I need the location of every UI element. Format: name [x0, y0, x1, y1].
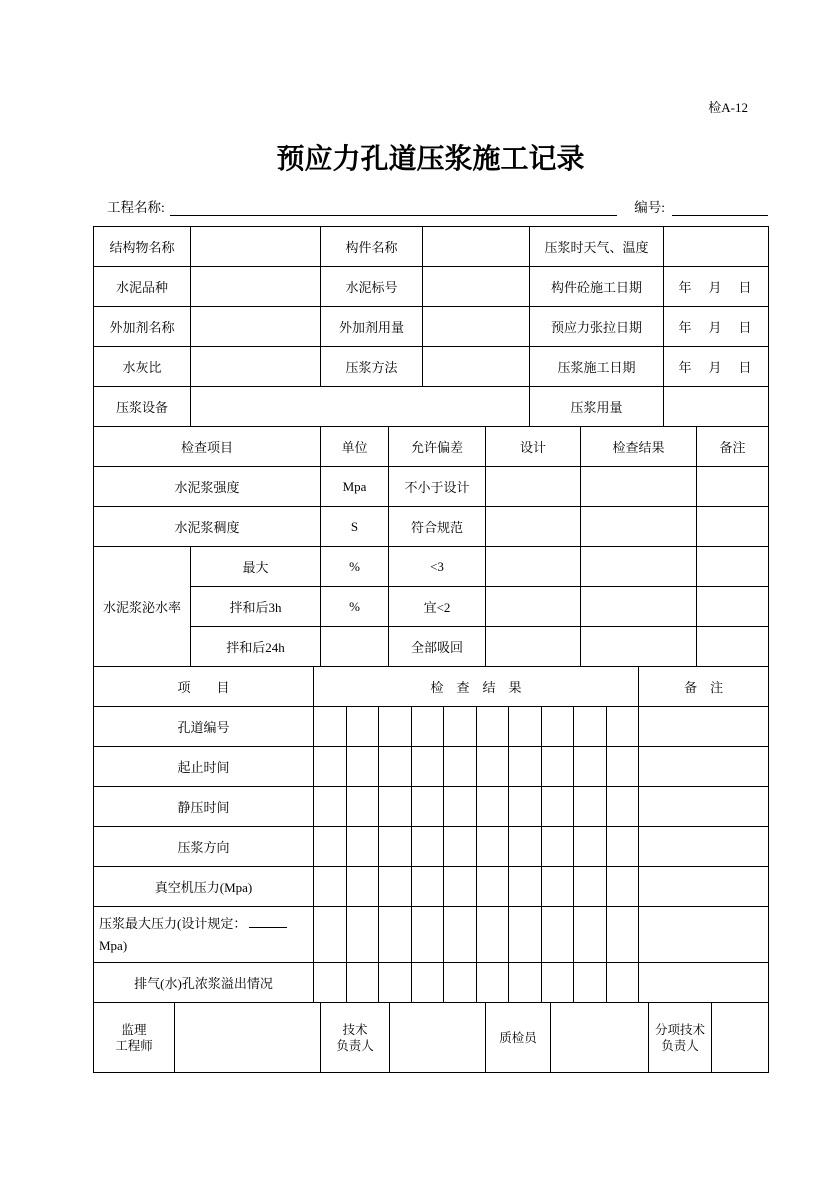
- result-cell: [509, 867, 542, 907]
- design-cell: [486, 627, 581, 667]
- bleeding-sub-label: 最大: [191, 547, 321, 587]
- tolerance-cell: 不小于设计: [389, 467, 486, 507]
- record-result-header: 检 查 结 果: [314, 667, 639, 707]
- water-cement-ratio-label: 水灰比: [94, 347, 191, 387]
- supervisor-label: 监理 工程师: [94, 1003, 175, 1073]
- grout-usage-label: 压浆用量: [530, 387, 664, 427]
- technical-director-signature: [390, 1003, 486, 1073]
- result-cell: [581, 547, 697, 587]
- cement-grade-label: 水泥标号: [321, 267, 423, 307]
- admixture-dosage-value: [423, 307, 530, 347]
- grouting-direction-label: 压浆方向: [94, 827, 314, 867]
- result-cell: [606, 827, 639, 867]
- result-cell: [574, 963, 607, 1003]
- result-cell: [346, 963, 379, 1003]
- check-result-header: 检查结果: [581, 427, 697, 467]
- max-pressure-label-line2: Mpa): [99, 937, 128, 953]
- result-cell: [581, 507, 697, 547]
- result-cell: [444, 963, 477, 1003]
- number-blank: [672, 198, 768, 216]
- result-cell: [476, 747, 509, 787]
- grouting-date-label: 压浆施工日期: [530, 347, 664, 387]
- result-cell: [476, 707, 509, 747]
- record-row-start-end-time: [94, 747, 769, 787]
- result-cell: [541, 963, 574, 1003]
- project-name-label: 工程名称:: [107, 200, 165, 215]
- max-pressure-label: [94, 907, 314, 963]
- grout-strength-label: 水泥浆强度: [94, 467, 321, 507]
- grouting-equipment-label: 压浆设备: [94, 387, 191, 427]
- note-cell: [697, 627, 769, 667]
- bleeding-sub-label: 拌和后3h: [191, 587, 321, 627]
- record-row-duct-number: [94, 707, 769, 747]
- number-label: 编号:: [634, 200, 665, 215]
- result-cell: [509, 787, 542, 827]
- bleeding-row: [94, 547, 769, 587]
- result-cell: [476, 907, 509, 963]
- result-cell: [411, 963, 444, 1003]
- max-pressure-label-line1: 压浆最大压力(设计规定：: [99, 913, 311, 935]
- result-cell: [444, 747, 477, 787]
- result-cell: [541, 747, 574, 787]
- water-cement-ratio-value: [191, 347, 321, 387]
- result-cell: [541, 707, 574, 747]
- result-cell: [411, 867, 444, 907]
- form-code: 检A-12: [708, 100, 748, 115]
- tension-date-value: 年 月 日: [664, 307, 769, 347]
- info-row: [94, 307, 769, 347]
- check-item-header: 检查项目: [94, 427, 321, 467]
- result-cell: [379, 867, 412, 907]
- cement-grade-value: [423, 267, 530, 307]
- result-cell: [606, 747, 639, 787]
- result-cell: [346, 907, 379, 963]
- record-table: [93, 666, 769, 1003]
- concrete-date-value: 年 月 日: [664, 267, 769, 307]
- result-cell: [346, 867, 379, 907]
- design-cell: [486, 547, 581, 587]
- check-table: [93, 426, 769, 667]
- vacuum-pressure-label: 真空机压力(Mpa): [94, 867, 314, 907]
- result-cell: [314, 827, 347, 867]
- unit-header: 单位: [321, 427, 389, 467]
- design-header: 设计: [486, 427, 581, 467]
- result-cell: [411, 827, 444, 867]
- admixture-name-label: 外加剂名称: [94, 307, 191, 347]
- bleeding-row: [94, 587, 769, 627]
- result-cell: [379, 787, 412, 827]
- tolerance-cell: 全部吸回: [389, 627, 486, 667]
- result-cell: [314, 963, 347, 1003]
- technical-director-label: 技术 负责人: [321, 1003, 390, 1073]
- result-cell: [411, 787, 444, 827]
- signature-table: [93, 1002, 769, 1073]
- check-row: [94, 467, 769, 507]
- result-cell: [379, 747, 412, 787]
- result-cell: [606, 963, 639, 1003]
- quality-inspector-label: 质检员: [486, 1003, 551, 1073]
- result-cell: [509, 963, 542, 1003]
- result-cell: [541, 787, 574, 827]
- result-cell: [581, 467, 697, 507]
- note-cell: [697, 547, 769, 587]
- weather-temp-label: 压浆时天气、温度: [530, 227, 664, 267]
- result-cell: [541, 827, 574, 867]
- grouting-equipment-value: [191, 387, 530, 427]
- design-cell: [486, 467, 581, 507]
- result-cell: [411, 747, 444, 787]
- info-row: [94, 227, 769, 267]
- design-cell: [486, 587, 581, 627]
- info-row: [94, 347, 769, 387]
- record-note-header: 备 注: [639, 667, 769, 707]
- grouting-date-value: 年 月 日: [664, 347, 769, 387]
- result-cell: [574, 907, 607, 963]
- component-name-label: 构件名称: [321, 227, 423, 267]
- result-cell: [509, 907, 542, 963]
- section-technical-director-signature: [712, 1003, 769, 1073]
- result-cell: [379, 707, 412, 747]
- form-tables: [93, 226, 768, 1073]
- cement-type-label: 水泥品种: [94, 267, 191, 307]
- note-cell: [639, 963, 769, 1003]
- meta-row: [93, 196, 768, 216]
- vent-overflow-label: 排气(水)孔浓浆溢出情况: [94, 963, 314, 1003]
- bleeding-row: [94, 627, 769, 667]
- grouting-method-label: 压浆方法: [321, 347, 423, 387]
- result-cell: [574, 707, 607, 747]
- record-item-header: 项 目: [94, 667, 314, 707]
- design-cell: [486, 507, 581, 547]
- result-cell: [314, 907, 347, 963]
- result-cell: [476, 827, 509, 867]
- start-end-time-label: 起止时间: [94, 747, 314, 787]
- check-header-row: [94, 427, 769, 467]
- signature-row: [94, 1003, 769, 1073]
- note-cell: [639, 787, 769, 827]
- unit-cell: %: [321, 587, 389, 627]
- check-row: [94, 507, 769, 547]
- result-cell: [574, 867, 607, 907]
- result-cell: [411, 707, 444, 747]
- note-cell: [639, 707, 769, 747]
- info-table: [93, 226, 769, 427]
- result-cell: [509, 747, 542, 787]
- result-cell: [346, 707, 379, 747]
- record-row-vent-overflow: [94, 963, 769, 1003]
- unit-cell: S: [321, 507, 389, 547]
- result-cell: [314, 787, 347, 827]
- result-cell: [346, 747, 379, 787]
- grout-usage-value: [664, 387, 769, 427]
- note-cell: [639, 827, 769, 867]
- project-name-blank: [170, 198, 617, 216]
- unit-cell: %: [321, 547, 389, 587]
- note-cell: [639, 907, 769, 963]
- form-title: 预应力孔道压浆施工记录: [276, 143, 585, 174]
- admixture-name-value: [191, 307, 321, 347]
- result-cell: [346, 827, 379, 867]
- tolerance-header: 允许偏差: [389, 427, 486, 467]
- result-cell: [574, 747, 607, 787]
- result-cell: [606, 787, 639, 827]
- cement-type-value: [191, 267, 321, 307]
- record-row-vacuum-pressure: [94, 867, 769, 907]
- result-cell: [509, 707, 542, 747]
- result-cell: [379, 827, 412, 867]
- result-cell: [411, 907, 444, 963]
- result-cell: [606, 867, 639, 907]
- structure-name-value: [191, 227, 321, 267]
- result-cell: [314, 747, 347, 787]
- record-row-static-pressure-time: [94, 787, 769, 827]
- weather-temp-value: [664, 227, 769, 267]
- result-cell: [476, 787, 509, 827]
- tension-date-label: 预应力张拉日期: [530, 307, 664, 347]
- result-cell: [379, 907, 412, 963]
- bleeding-sub-label: 拌和后24h: [191, 627, 321, 667]
- result-cell: [581, 627, 697, 667]
- concrete-date-label: 构件砼施工日期: [530, 267, 664, 307]
- result-cell: [444, 907, 477, 963]
- note-cell: [639, 867, 769, 907]
- result-cell: [581, 587, 697, 627]
- unit-cell: [321, 627, 389, 667]
- result-cell: [541, 867, 574, 907]
- structure-name-label: 结构物名称: [94, 227, 191, 267]
- info-row: [94, 267, 769, 307]
- record-row-max-pressure: [94, 907, 769, 963]
- info-row: [94, 387, 769, 427]
- section-technical-director-label: 分项技术 负责人: [649, 1003, 712, 1073]
- note-cell: [697, 587, 769, 627]
- tolerance-cell: 符合规范: [389, 507, 486, 547]
- duct-number-label: 孔道编号: [94, 707, 314, 747]
- record-header-row: [94, 667, 769, 707]
- result-cell: [606, 907, 639, 963]
- component-name-value: [423, 227, 530, 267]
- result-cell: [346, 787, 379, 827]
- result-cell: [574, 787, 607, 827]
- design-value-blank: [249, 914, 287, 928]
- note-cell: [697, 467, 769, 507]
- grouting-method-value: [423, 347, 530, 387]
- result-cell: [444, 707, 477, 747]
- result-cell: [574, 827, 607, 867]
- tolerance-cell: <3: [389, 547, 486, 587]
- admixture-dosage-label: 外加剂用量: [321, 307, 423, 347]
- result-cell: [379, 963, 412, 1003]
- supervisor-signature: [175, 1003, 321, 1073]
- quality-inspector-signature: [551, 1003, 649, 1073]
- result-cell: [509, 827, 542, 867]
- tolerance-cell: 宜<2: [389, 587, 486, 627]
- result-cell: [476, 963, 509, 1003]
- record-row-grouting-direction: [94, 827, 769, 867]
- result-cell: [444, 867, 477, 907]
- result-cell: [476, 867, 509, 907]
- result-cell: [444, 827, 477, 867]
- note-cell: [639, 747, 769, 787]
- static-pressure-time-label: 静压时间: [94, 787, 314, 827]
- result-cell: [444, 787, 477, 827]
- result-cell: [314, 867, 347, 907]
- grout-consistency-label: 水泥浆稠度: [94, 507, 321, 547]
- note-header: 备注: [697, 427, 769, 467]
- result-cell: [314, 707, 347, 747]
- result-cell: [541, 907, 574, 963]
- note-cell: [697, 507, 769, 547]
- bleeding-rate-label: 水泥浆泌水率: [94, 547, 191, 667]
- result-cell: [606, 707, 639, 747]
- unit-cell: Mpa: [321, 467, 389, 507]
